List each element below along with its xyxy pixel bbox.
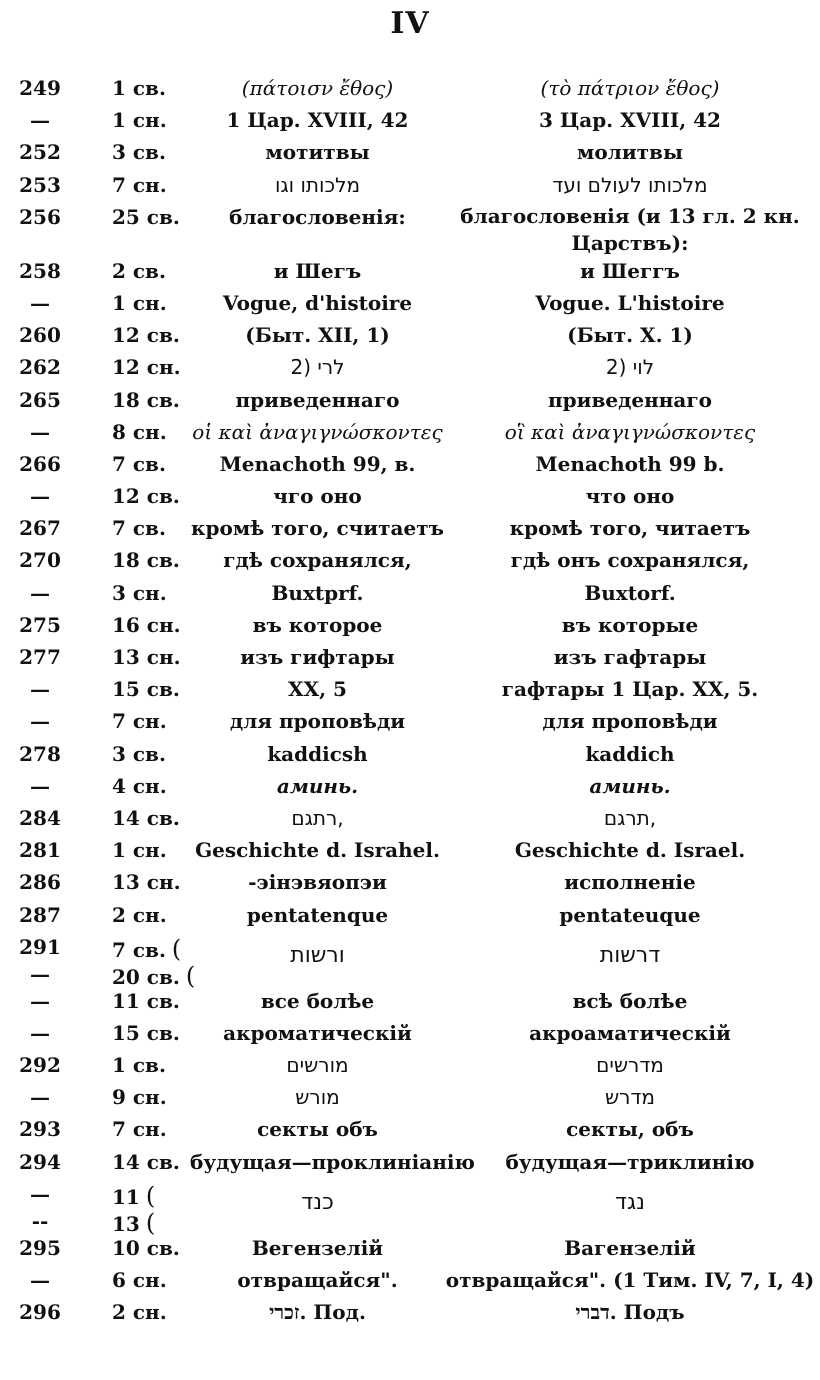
errata-row bbox=[0, 416, 820, 448]
page-cell: 249 bbox=[19, 76, 61, 100]
printed-cell: чго оно bbox=[273, 484, 362, 509]
errata-group bbox=[0, 1178, 820, 1237]
correction-cell: מדרש bbox=[605, 1085, 655, 1110]
correction-cell: молитвы bbox=[577, 140, 683, 165]
page-cell: — bbox=[30, 1181, 50, 1206]
printed-cell: מורשים bbox=[286, 1053, 349, 1078]
line-cell: 7 св. bbox=[112, 451, 166, 476]
printed-cell: въ которое bbox=[252, 612, 383, 637]
errata-row bbox=[0, 480, 820, 512]
correction-cell: דברי. Подъ bbox=[575, 1300, 685, 1325]
page-cell: 292 bbox=[19, 1053, 61, 1078]
line-cell: 14 св. bbox=[112, 1149, 180, 1174]
page-cell: -- bbox=[31, 1208, 49, 1233]
page-cell: 262 bbox=[19, 355, 61, 380]
line-cell: 13 bbox=[112, 1211, 140, 1236]
correction-cell bbox=[445, 203, 815, 257]
page-cell: 293 bbox=[19, 1117, 61, 1142]
line-cell: 1 св. bbox=[112, 76, 166, 100]
correction-cell: аминь. bbox=[589, 773, 671, 798]
correction-cell: מלכותו לעולם ועד bbox=[552, 172, 708, 197]
page-cell: 295 bbox=[19, 1235, 61, 1260]
correction-cell: отвращайся". (1 Тим. IV, 7, I, 4) bbox=[445, 1268, 815, 1292]
correction-cell: приведеннаго bbox=[548, 387, 712, 412]
errata-row bbox=[0, 169, 820, 201]
line-cell: 18 св. bbox=[112, 387, 180, 412]
printed-cell: οἱ καὶ ἀναγιγνώσκοντες bbox=[192, 419, 443, 444]
errata-group bbox=[0, 931, 820, 990]
correction-cell: (Быт. X. 1) bbox=[567, 323, 693, 348]
printed-cell: кромѣ того, считаетъ bbox=[191, 516, 444, 541]
printed-cell: изъ гифтары bbox=[240, 645, 395, 669]
errata-row bbox=[0, 104, 820, 136]
errata-row bbox=[0, 72, 820, 104]
page-cell: 277 bbox=[19, 645, 61, 669]
line-cell: 3 св. bbox=[112, 741, 166, 766]
correction-cell: для проповѣди bbox=[542, 709, 718, 734]
line-cell: 3 сн. bbox=[112, 580, 167, 605]
line-cell: 3 св. bbox=[112, 140, 166, 165]
correction-cell: 3 Цар. XVIII, 42 bbox=[539, 108, 721, 133]
page-cell: 270 bbox=[19, 548, 61, 573]
errata-row bbox=[0, 512, 820, 544]
line-cell: 7 сн. bbox=[112, 1117, 167, 1142]
page-cell: 258 bbox=[19, 258, 61, 283]
page-cell: 281 bbox=[19, 838, 61, 863]
printed-cell: כנד bbox=[301, 1189, 334, 1215]
printed-cell: 2) לרי bbox=[290, 355, 345, 380]
errata-row bbox=[0, 770, 820, 802]
page-cell: 265 bbox=[19, 387, 61, 412]
page-cell: 294 bbox=[19, 1149, 61, 1174]
printed-cell: благословенія: bbox=[229, 204, 406, 229]
correction-cell: 2) לוי bbox=[605, 355, 655, 380]
page-cell: — bbox=[30, 677, 50, 702]
page-cell: — bbox=[30, 1020, 50, 1045]
errata-row bbox=[0, 544, 820, 576]
errata-row bbox=[0, 1232, 820, 1264]
line-cell: 1 сн. bbox=[112, 108, 167, 133]
printed-cell: 1 Цар. XVIII, 42 bbox=[226, 108, 409, 133]
printed-cell: ורשות bbox=[290, 942, 345, 968]
page-cell: — bbox=[30, 108, 50, 133]
correction-cell: гафтары 1 Цар. XX, 5. bbox=[501, 677, 759, 702]
errata-row bbox=[0, 448, 820, 480]
correction-cell: Vogue. L'histoire bbox=[535, 290, 725, 315]
errata-row bbox=[0, 201, 820, 255]
errata-row bbox=[0, 136, 820, 168]
page-cell: — bbox=[30, 709, 50, 734]
correction-cell: Buxtorf. bbox=[584, 580, 676, 605]
line-cell: 11 bbox=[112, 1184, 140, 1209]
line-cell: 11 св. bbox=[112, 988, 180, 1013]
errata-row bbox=[0, 705, 820, 737]
correction-cell: תרגם, bbox=[603, 805, 657, 830]
page-cell: — bbox=[30, 988, 50, 1013]
page-cell: 291 bbox=[19, 934, 61, 959]
printed-cell: все болѣе bbox=[260, 988, 375, 1013]
printed-cell: מורש bbox=[295, 1085, 340, 1110]
line-cell: 20 св. bbox=[112, 964, 180, 989]
page-cell: 296 bbox=[19, 1300, 61, 1325]
printed-cell: (πάτοισν ἔθος) bbox=[241, 76, 394, 100]
line-cell: 14 св. bbox=[112, 805, 180, 830]
line-cell: 6 сн. bbox=[112, 1268, 167, 1292]
correction-cell: (τὸ πάτριον ἔθος) bbox=[540, 76, 720, 100]
page-number: IV bbox=[390, 6, 430, 41]
errata-row bbox=[0, 1017, 820, 1049]
correction-line-2: Царствъ): bbox=[571, 230, 689, 255]
bracket-mark: ( bbox=[145, 1181, 156, 1210]
page-cell: 287 bbox=[19, 902, 61, 927]
line-cell: 1 сн. bbox=[112, 290, 167, 315]
correction-cell: акроаматическій bbox=[529, 1020, 731, 1045]
line-cell: 7 сн. bbox=[112, 709, 167, 734]
bracket-mark: ( bbox=[145, 1208, 156, 1237]
line-cell: 8 сн. bbox=[112, 419, 167, 444]
errata-row bbox=[0, 899, 820, 931]
printed-cell: XX, 5 bbox=[288, 677, 347, 702]
correction-cell: кромѣ того, читаетъ bbox=[509, 516, 751, 541]
errata-row bbox=[0, 1049, 820, 1081]
line-cell: 7 сн. bbox=[112, 172, 167, 197]
errata-row bbox=[0, 384, 820, 416]
printed-cell: будущая—проклиніанію bbox=[190, 1149, 475, 1174]
printed-cell: Geschichte d. Israhel. bbox=[195, 838, 440, 863]
errata-row bbox=[0, 1296, 820, 1328]
errata-row bbox=[0, 985, 820, 1017]
errata-table bbox=[0, 72, 820, 1328]
errata-row bbox=[0, 834, 820, 866]
page-cell: — bbox=[30, 484, 50, 509]
errata-row bbox=[0, 319, 820, 351]
correction-cell: всѣ болѣе bbox=[572, 988, 688, 1013]
correction-cell: Geschichte d. Israel. bbox=[514, 838, 746, 863]
page-cell: 275 bbox=[19, 612, 61, 637]
correction-cell: οἳ καὶ ἀναγιγνώσκοντες bbox=[504, 419, 756, 444]
printed-cell: Vogue, d'histoire bbox=[222, 290, 413, 315]
errata-row bbox=[0, 738, 820, 770]
page-cell: 278 bbox=[19, 741, 61, 766]
line-cell: 15 св. bbox=[112, 677, 180, 702]
line-cell: 13 сн. bbox=[112, 645, 181, 669]
printed-cell: секты объ bbox=[257, 1117, 378, 1142]
correction-cell: въ которые bbox=[561, 612, 699, 637]
page-cell: — bbox=[30, 1268, 50, 1292]
printed-cell: זכרי. Под. bbox=[269, 1300, 366, 1325]
printed-cell: мотитвы bbox=[265, 140, 370, 165]
line-cell: 2 сн. bbox=[112, 1300, 167, 1325]
correction-cell: исполненіе bbox=[564, 870, 696, 895]
printed-cell: (Быт. XII, 1) bbox=[245, 323, 390, 348]
line-cell: 15 св. bbox=[112, 1020, 180, 1045]
printed-cell: Вегензелій bbox=[251, 1235, 384, 1260]
errata-row bbox=[0, 351, 820, 383]
printed-cell: pentatenque bbox=[246, 902, 389, 927]
line-cell: 1 сн. bbox=[112, 838, 167, 863]
line-cell: 4 сн. bbox=[112, 773, 167, 798]
printed-cell: для проповѣди bbox=[229, 709, 406, 734]
correction-cell: דרשות bbox=[599, 942, 661, 968]
line-cell: 18 св. bbox=[112, 548, 180, 573]
line-cell: 12 св. bbox=[112, 484, 180, 509]
page-cell: — bbox=[30, 580, 50, 605]
line-cell: 7 св. bbox=[112, 937, 166, 962]
errata-row bbox=[0, 673, 820, 705]
line-cell: 16 сн. bbox=[112, 612, 181, 637]
line-cell: 12 сн. bbox=[112, 355, 181, 380]
correction-cell: секты, объ bbox=[566, 1117, 694, 1142]
line-cell: 25 св. bbox=[112, 204, 180, 229]
errata-row bbox=[0, 577, 820, 609]
printed-cell: Buxtprf. bbox=[271, 580, 364, 605]
correction-cell: гдѣ онъ сохранялся, bbox=[510, 548, 750, 573]
printed-cell: kaddicsh bbox=[267, 741, 368, 766]
printed-cell: гдѣ сохранялся, bbox=[223, 548, 412, 573]
correction-line-1: благословенія (и 13 гл. 2 кн. bbox=[460, 203, 800, 228]
correction-cell: изъ гафтары bbox=[553, 645, 707, 669]
correction-cell: и Шеггъ bbox=[580, 258, 680, 283]
correction-cell: kaddich bbox=[585, 741, 675, 766]
page-cell: — bbox=[30, 1085, 50, 1110]
line-cell: 10 св. bbox=[112, 1235, 180, 1260]
page-cell: 252 bbox=[19, 140, 61, 165]
printed-cell: רתגם, bbox=[291, 805, 344, 830]
errata-row bbox=[0, 1146, 820, 1178]
line-cell: 13 сн. bbox=[112, 870, 181, 895]
errata-row bbox=[0, 641, 820, 673]
errata-row bbox=[0, 287, 820, 319]
page-cell: — bbox=[30, 773, 50, 798]
printed-cell: приведеннаго bbox=[235, 387, 400, 412]
errata-row bbox=[0, 255, 820, 287]
printed-cell: מלכותו וגו bbox=[274, 172, 361, 197]
errata-row bbox=[0, 802, 820, 834]
page-cell: 284 bbox=[19, 805, 61, 830]
printed-cell: Menachoth 99, в. bbox=[219, 451, 416, 476]
errata-row bbox=[0, 866, 820, 898]
printed-cell: аминь. bbox=[276, 773, 359, 798]
page-cell: 256 bbox=[19, 204, 61, 229]
line-cell: 12 св. bbox=[112, 323, 180, 348]
line-cell: 1 св. bbox=[112, 1053, 166, 1078]
correction-cell: Вагензелій bbox=[564, 1235, 696, 1260]
correction-cell: Menachoth 99 b. bbox=[535, 451, 725, 476]
errata-row bbox=[0, 609, 820, 641]
line-cell: 7 св. bbox=[112, 516, 166, 541]
printed-cell: акроматическій bbox=[223, 1020, 412, 1045]
line-cell: 2 св. bbox=[112, 258, 166, 283]
errata-row bbox=[0, 1081, 820, 1113]
page-cell: 266 bbox=[19, 451, 61, 476]
page-cell: 286 bbox=[19, 870, 61, 895]
page-cell: — bbox=[30, 961, 50, 986]
page-cell: 260 bbox=[19, 323, 61, 348]
page-cell: 253 bbox=[19, 172, 61, 197]
line-cell: 2 сн. bbox=[112, 902, 167, 927]
page-cell: — bbox=[30, 290, 50, 315]
errata-row bbox=[0, 1113, 820, 1145]
errata-row bbox=[0, 1264, 820, 1296]
printed-cell: отвращайся". bbox=[237, 1268, 398, 1292]
page-cell: — bbox=[30, 419, 50, 444]
correction-cell: pentateuque bbox=[559, 902, 701, 927]
page-cell: 267 bbox=[19, 516, 61, 541]
correction-cell: מדרשים bbox=[596, 1053, 664, 1078]
bracket-mark: ( bbox=[171, 934, 182, 963]
printed-cell: и Шегъ bbox=[273, 258, 362, 283]
line-cell: 9 сн. bbox=[112, 1085, 167, 1110]
bracket-mark: ( bbox=[185, 961, 196, 990]
correction-cell: будущая—триклинію bbox=[505, 1149, 755, 1174]
printed-cell: -эінэвяопэи bbox=[248, 870, 387, 895]
correction-cell: что оно bbox=[585, 484, 675, 509]
correction-cell: נגד bbox=[615, 1189, 645, 1215]
